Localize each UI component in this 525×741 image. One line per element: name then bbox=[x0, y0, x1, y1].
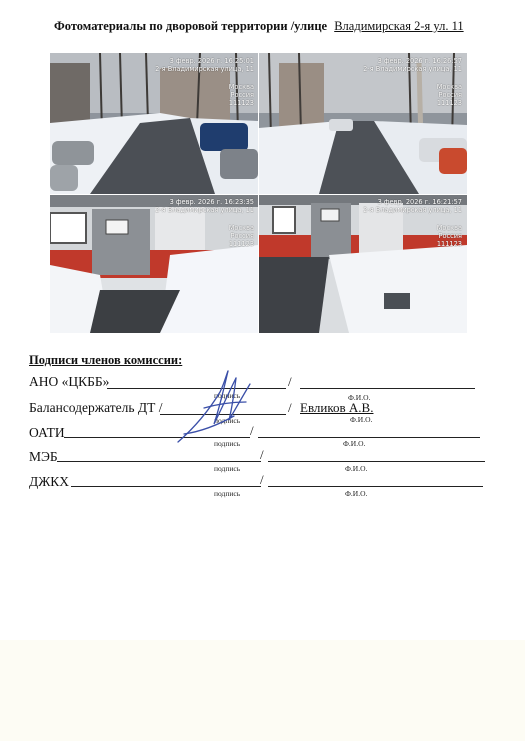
photo-2-city: Москва bbox=[436, 83, 462, 91]
photo-3-stamp bbox=[142, 198, 254, 248]
photo-4-postcode: 111123 bbox=[436, 240, 462, 248]
row-4-name-line bbox=[268, 461, 485, 462]
row-1-sign-caption: подпись bbox=[214, 391, 241, 400]
row-4-separator: / bbox=[260, 447, 264, 462]
page-bottom-tint bbox=[0, 640, 525, 741]
photo-3-timestamp: 3 февр. 2026 г. 16:23:35 bbox=[169, 198, 254, 206]
row-4-sign-caption: подпись bbox=[214, 464, 241, 473]
photo-4-country: Россия bbox=[438, 232, 462, 240]
row-1-separator: / bbox=[288, 374, 292, 389]
photo-1-country: Россия bbox=[230, 91, 254, 99]
photo-4-timestamp: 3 февр. 2026 г. 16:21:57 bbox=[377, 198, 462, 206]
photo-1-timestamp: 3 февр. 2026 г. 16:25:01 bbox=[169, 57, 254, 65]
title-text: Фотоматериалы по дворовой территории /улице bbox=[54, 19, 328, 33]
photo-1-stamp bbox=[142, 57, 254, 107]
photo-1-city: Москва bbox=[228, 83, 254, 91]
photo-3-postcode: 111123 bbox=[228, 240, 254, 248]
row-5-name-line bbox=[268, 486, 483, 487]
row-5-signature-line bbox=[71, 486, 261, 487]
row-3-name-caption: Ф.И.О. bbox=[343, 439, 366, 448]
photo-2-country: Россия bbox=[438, 91, 462, 99]
row-1-name-caption: Ф.И.О. bbox=[348, 393, 371, 402]
row-4-name-caption: Ф.И.О. bbox=[345, 464, 368, 473]
signatures-heading: Подписи членов комиссии: bbox=[29, 353, 183, 367]
row-2-separator: / bbox=[288, 400, 292, 415]
photo-2-street: 2-я Владимирская улица, 11 bbox=[363, 65, 462, 73]
document-title bbox=[54, 19, 494, 34]
photo-1-street: 2-я Владимирская улица, 11 bbox=[155, 65, 254, 73]
row-5-sign-caption: подпись bbox=[214, 489, 241, 498]
row-5-separator: / bbox=[260, 472, 264, 487]
row-3-name-line bbox=[258, 437, 480, 438]
photo-2-timestamp: 3 февр. 2026 г. 16:26:57 bbox=[377, 57, 462, 65]
row-2-name: Евликов А.В. bbox=[300, 400, 374, 415]
photo-2-stamp bbox=[350, 57, 462, 107]
row-2-label: Балансодержатель ДТ / bbox=[29, 400, 163, 415]
photo-2-postcode: 111123 bbox=[436, 99, 462, 107]
photo-1-postcode: 111123 bbox=[228, 99, 254, 107]
row-3-separator: / bbox=[250, 423, 254, 438]
row-4-label: МЭБ bbox=[29, 449, 58, 464]
photo-3-street: 2-я Владимирская улица, 11 bbox=[155, 206, 254, 214]
row-2-name-caption: Ф.И.О. bbox=[350, 415, 373, 424]
title-address: Владимирская 2-я ул. 11 bbox=[334, 19, 464, 33]
row-1-label: АНО «ЦКББ» bbox=[29, 374, 110, 389]
photo-4-city: Москва bbox=[436, 224, 462, 232]
row-5-label: ДЖКХ bbox=[29, 474, 70, 489]
row-1-name-line bbox=[300, 388, 475, 389]
row-5-name-caption: Ф.И.О. bbox=[345, 489, 368, 498]
row-3-label: ОАТИ bbox=[29, 425, 65, 440]
row-2-sign-caption: подпись bbox=[214, 416, 241, 425]
row-3-sign-caption: подпись bbox=[214, 439, 241, 448]
photo-3-city: Москва bbox=[228, 224, 254, 232]
handwritten-signature bbox=[174, 368, 260, 446]
row-4-signature-line bbox=[57, 461, 261, 462]
photo-4-street: 2-я Владимирская улица, 11 bbox=[363, 206, 462, 214]
photo-3-country: Россия bbox=[230, 232, 254, 240]
photo-4-stamp bbox=[350, 198, 462, 248]
